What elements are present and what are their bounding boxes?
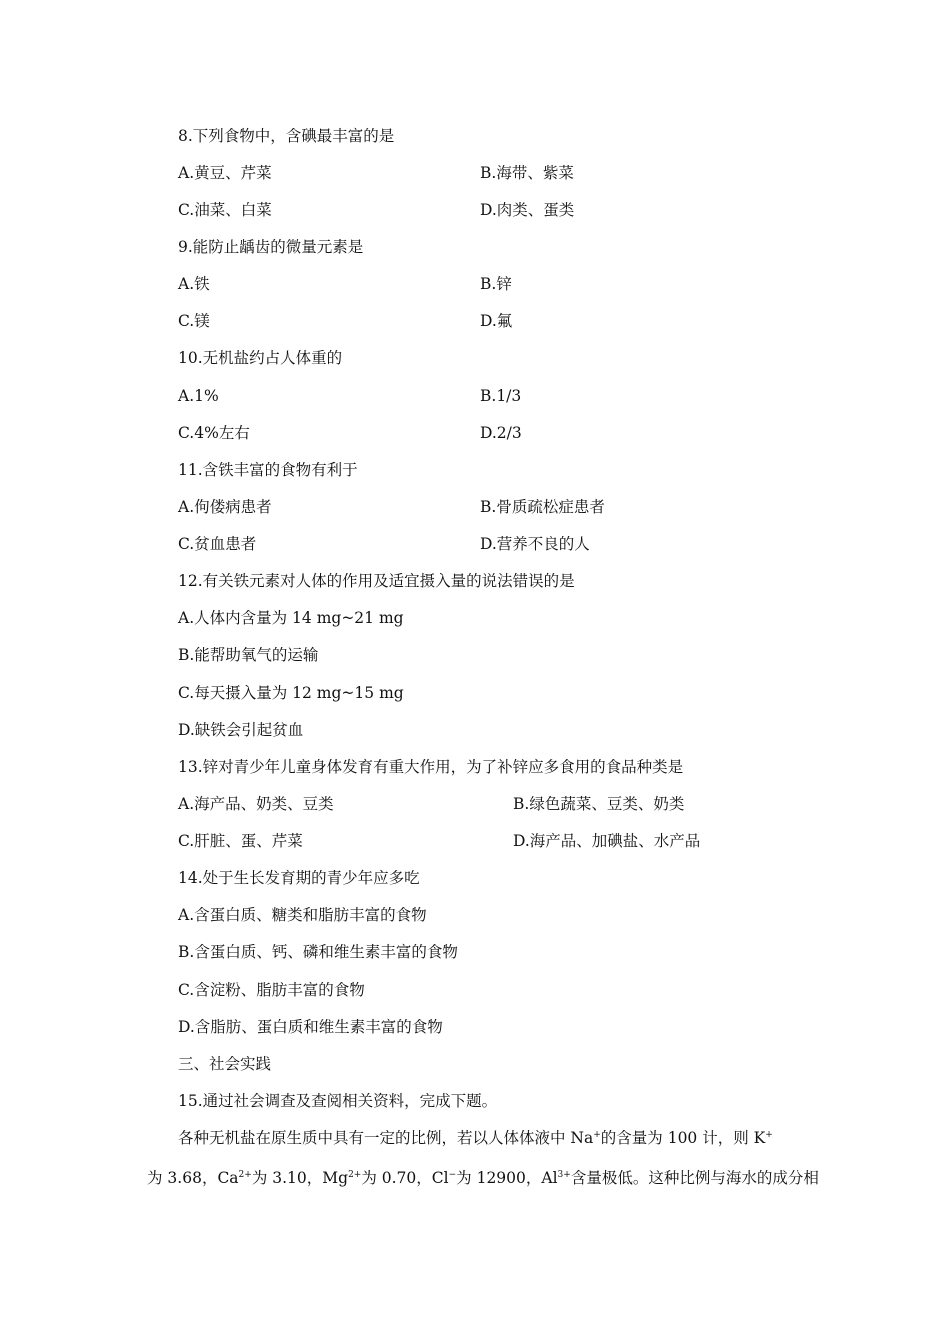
option: D.含脂肪、蛋白质和维生素丰富的食物 bbox=[178, 1018, 443, 1036]
option: C.含淀粉、脂肪丰富的食物 bbox=[178, 981, 365, 999]
question-stem: 15.通过社会调查及查阅相关资料，完成下题。 bbox=[178, 1092, 498, 1110]
question-stem: 8.下列食物中，含碘最丰富的是 bbox=[178, 127, 395, 145]
option: B.海带、紫菜 bbox=[480, 164, 574, 182]
option: C.镁 bbox=[178, 312, 210, 330]
superscript: 3+ bbox=[557, 1169, 571, 1180]
option: D.2/3 bbox=[480, 424, 522, 442]
option: B.骨质疏松症患者 bbox=[480, 498, 605, 516]
option: B.绿色蔬菜、豆类、奶类 bbox=[513, 795, 685, 813]
superscript: − bbox=[448, 1169, 457, 1180]
option: C.肝脏、蛋、芹菜 bbox=[178, 832, 303, 850]
option: C.油菜、白菜 bbox=[178, 201, 272, 219]
question-stem: 14.处于生长发育期的青少年应多吃 bbox=[178, 869, 420, 887]
option: A.人体内含量为 14 mg~21 mg bbox=[178, 609, 404, 627]
option: C.每天摄入量为 12 mg~15 mg bbox=[178, 684, 404, 702]
section-title: 三、社会实践 bbox=[178, 1055, 272, 1073]
option: D.海产品、加碘盐、水产品 bbox=[513, 832, 701, 850]
option: B.含蛋白质、钙、磷和维生素丰富的食物 bbox=[178, 943, 458, 961]
superscript: 2+ bbox=[348, 1169, 362, 1180]
question-stem: 9.能防止龋齿的微量元素是 bbox=[178, 238, 364, 256]
option: C.4%左右 bbox=[178, 424, 250, 442]
superscript: + bbox=[593, 1129, 601, 1140]
option: B.1/3 bbox=[480, 387, 522, 405]
option: A.含蛋白质、糖类和脂肪丰富的食物 bbox=[178, 906, 427, 924]
question-stem: 12.有关铁元素对人体的作用及适宜摄入量的说法错误的是 bbox=[178, 572, 575, 590]
option: D.肉类、蛋类 bbox=[480, 201, 575, 219]
option: D.氟 bbox=[480, 312, 513, 330]
option: A.铁 bbox=[178, 275, 210, 293]
paragraph-line: 各种无机盐在原生质中具有一定的比例，若以人体体液中 Na+的含量为 100 计，则 K+ bbox=[178, 1129, 773, 1147]
option: B.能帮助氧气的运输 bbox=[178, 646, 319, 664]
option: C.贫血患者 bbox=[178, 535, 257, 553]
paragraph-line: 为 3.68，$Ca^{2+}$为 3.10，$Mg^{2+}$为 0.70，Cl−为 12900，$Al^{3+}$含量极低。这种比例与海水的成分相 bbox=[147, 1169, 819, 1187]
option: B.锌 bbox=[480, 275, 512, 293]
option: A.黄豆、芹菜 bbox=[178, 164, 272, 182]
option: A.1% bbox=[178, 387, 219, 405]
option: A.佝偻病患者 bbox=[178, 498, 272, 516]
option: D.营养不良的人 bbox=[480, 535, 590, 553]
superscript: + bbox=[765, 1129, 773, 1140]
question-stem: 10.无机盐约占人体重的 bbox=[178, 349, 343, 367]
option: A.海产品、奶类、豆类 bbox=[178, 795, 334, 813]
option: D.缺铁会引起贫血 bbox=[178, 721, 304, 739]
question-stem: 11.含铁丰富的食物有利于 bbox=[178, 461, 358, 479]
superscript: 2+ bbox=[238, 1169, 252, 1180]
question-stem: 13.锌对青少年儿童身体发育有重大作用，为了补锌应多食用的食品种类是 bbox=[178, 758, 684, 776]
